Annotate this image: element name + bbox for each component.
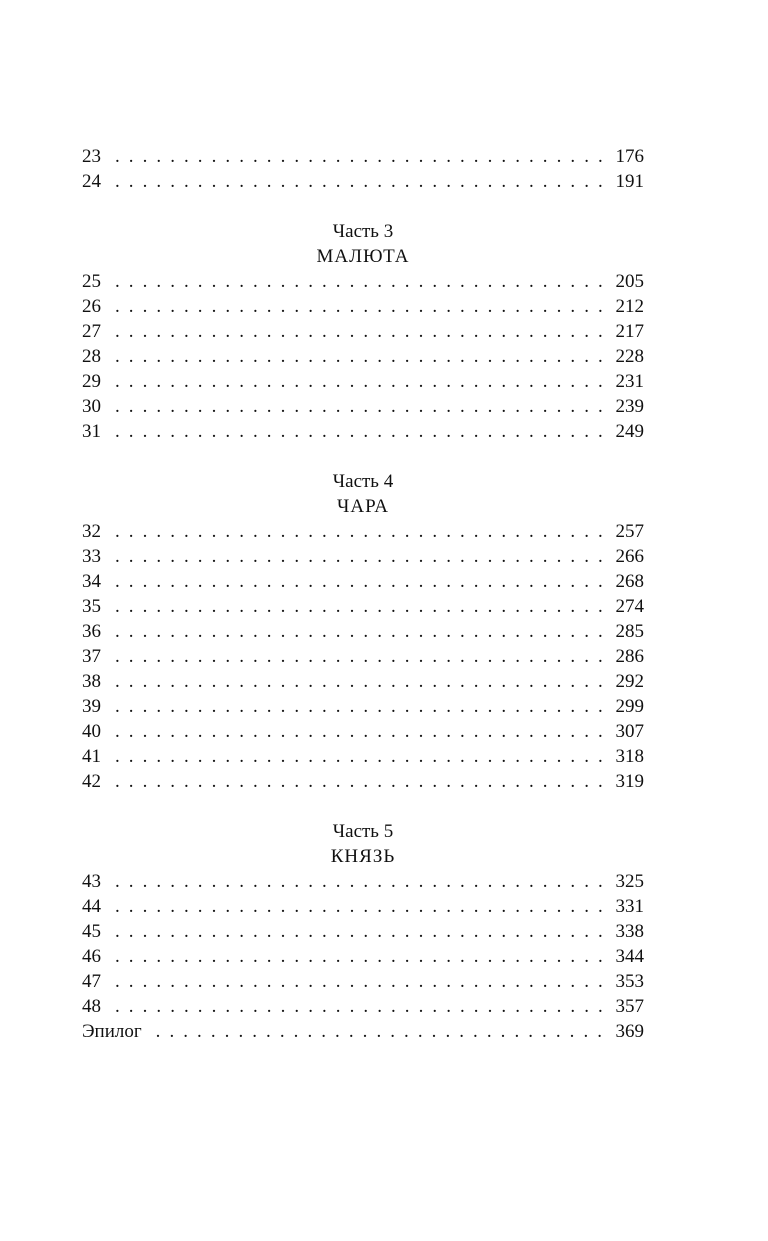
- dot-leader: [115, 169, 610, 194]
- dot-leader: [115, 569, 610, 594]
- dot-leader: [115, 719, 610, 744]
- toc-section: [82, 219, 644, 444]
- page-number: 299: [615, 696, 644, 717]
- toc-section: [82, 469, 644, 794]
- page-number: 318: [615, 746, 644, 767]
- chapter-label: 34: [82, 571, 101, 592]
- table-of-contents: [82, 144, 644, 1044]
- toc-entry: [82, 769, 644, 794]
- toc-entry: [82, 144, 644, 169]
- chapter-label: 48: [82, 996, 101, 1017]
- page-number: 249: [615, 421, 644, 442]
- dot-leader: [115, 594, 610, 619]
- toc-entry: [82, 644, 644, 669]
- page-number: 266: [615, 546, 644, 567]
- chapter-label: 40: [82, 721, 101, 742]
- toc-entry: [82, 969, 644, 994]
- dot-leader: [115, 894, 610, 919]
- page-number: 353: [615, 971, 644, 992]
- chapter-label: 43: [82, 871, 101, 892]
- dot-leader: [115, 144, 610, 169]
- chapter-label: 24: [82, 171, 101, 192]
- page-number: 331: [615, 896, 644, 917]
- page-number: 344: [615, 946, 644, 967]
- toc-entry: [82, 519, 644, 544]
- chapter-label: 46: [82, 946, 101, 967]
- dot-leader: [115, 519, 610, 544]
- toc-entry: [82, 719, 644, 744]
- chapter-label: 29: [82, 371, 101, 392]
- toc-entry: [82, 869, 644, 894]
- toc-section: [82, 819, 644, 1044]
- chapter-label: 42: [82, 771, 101, 792]
- dot-leader: [115, 744, 610, 769]
- part-title: КНЯЗЬ: [330, 846, 396, 867]
- toc-entry: [82, 369, 644, 394]
- page-number: 268: [615, 571, 644, 592]
- toc-entry: [82, 569, 644, 594]
- toc-entry: [82, 319, 644, 344]
- chapter-label: 26: [82, 296, 101, 317]
- dot-leader: [115, 694, 610, 719]
- chapter-label: 39: [82, 696, 101, 717]
- chapter-label: 37: [82, 646, 101, 667]
- dot-leader: [115, 394, 610, 419]
- toc-entry: [82, 269, 644, 294]
- toc-entry: [82, 919, 644, 944]
- toc-entry: [82, 294, 644, 319]
- chapter-label: 45: [82, 921, 101, 942]
- page-number: 217: [615, 321, 644, 342]
- toc-entry: [82, 994, 644, 1019]
- chapter-label: 41: [82, 746, 101, 767]
- page-number: 286: [615, 646, 644, 667]
- page-number: 239: [615, 396, 644, 417]
- chapter-label: 25: [82, 271, 101, 292]
- chapter-label: 28: [82, 346, 101, 367]
- chapter-label: 27: [82, 321, 101, 342]
- toc-entry: [82, 669, 644, 694]
- dot-leader: [115, 344, 610, 369]
- toc-section: [82, 144, 644, 194]
- dot-leader: [115, 869, 610, 894]
- page-number: 338: [615, 921, 644, 942]
- chapter-label: Эпилог: [82, 1021, 142, 1042]
- dot-leader: [115, 319, 610, 344]
- dot-leader: [156, 1019, 610, 1044]
- page-number: 274: [615, 596, 644, 617]
- page-number: 176: [615, 146, 644, 167]
- dot-leader: [115, 644, 610, 669]
- page-number: 231: [615, 371, 644, 392]
- chapter-label: 32: [82, 521, 101, 542]
- dot-leader: [115, 369, 610, 394]
- dot-leader: [115, 544, 610, 569]
- dot-leader: [115, 994, 610, 1019]
- toc-entry: [82, 619, 644, 644]
- toc-entry: [82, 344, 644, 369]
- chapter-label: 30: [82, 396, 101, 417]
- page-number: 205: [615, 271, 644, 292]
- dot-leader: [115, 769, 610, 794]
- chapter-label: 35: [82, 596, 101, 617]
- toc-entry: [82, 744, 644, 769]
- chapter-label: 47: [82, 971, 101, 992]
- toc-entry: [82, 594, 644, 619]
- dot-leader: [115, 619, 610, 644]
- chapter-label: 44: [82, 896, 101, 917]
- chapter-label: 23: [82, 146, 101, 167]
- toc-entry: [82, 944, 644, 969]
- part-title: МАЛЮТА: [316, 246, 410, 267]
- dot-leader: [115, 669, 610, 694]
- toc-entry: [82, 694, 644, 719]
- page-number: 325: [615, 871, 644, 892]
- dot-leader: [115, 419, 610, 444]
- dot-leader: [115, 969, 610, 994]
- page-number: 292: [615, 671, 644, 692]
- toc-entry: [82, 394, 644, 419]
- part-title: ЧАРА: [337, 496, 389, 517]
- page-number: 357: [615, 996, 644, 1017]
- dot-leader: [115, 294, 610, 319]
- toc-entry: [82, 894, 644, 919]
- toc-entry: [82, 1019, 644, 1044]
- page-number: 307: [615, 721, 644, 742]
- page-number: 257: [615, 521, 644, 542]
- page-number: 191: [615, 171, 644, 192]
- toc-entry: [82, 544, 644, 569]
- dot-leader: [115, 944, 610, 969]
- page-number: 285: [615, 621, 644, 642]
- page-number: 369: [615, 1021, 644, 1042]
- chapter-label: 38: [82, 671, 101, 692]
- dot-leader: [115, 919, 610, 944]
- toc-entry: [82, 419, 644, 444]
- page-number: 212: [615, 296, 644, 317]
- page-number: 228: [615, 346, 644, 367]
- page-number: 319: [615, 771, 644, 792]
- chapter-label: 31: [82, 421, 101, 442]
- chapter-label: 33: [82, 546, 101, 567]
- toc-entry: [82, 169, 644, 194]
- part-number: Часть 5: [332, 821, 394, 842]
- chapter-label: 36: [82, 621, 101, 642]
- part-number: Часть 4: [332, 471, 394, 492]
- dot-leader: [115, 269, 610, 294]
- part-number: Часть 3: [332, 221, 394, 242]
